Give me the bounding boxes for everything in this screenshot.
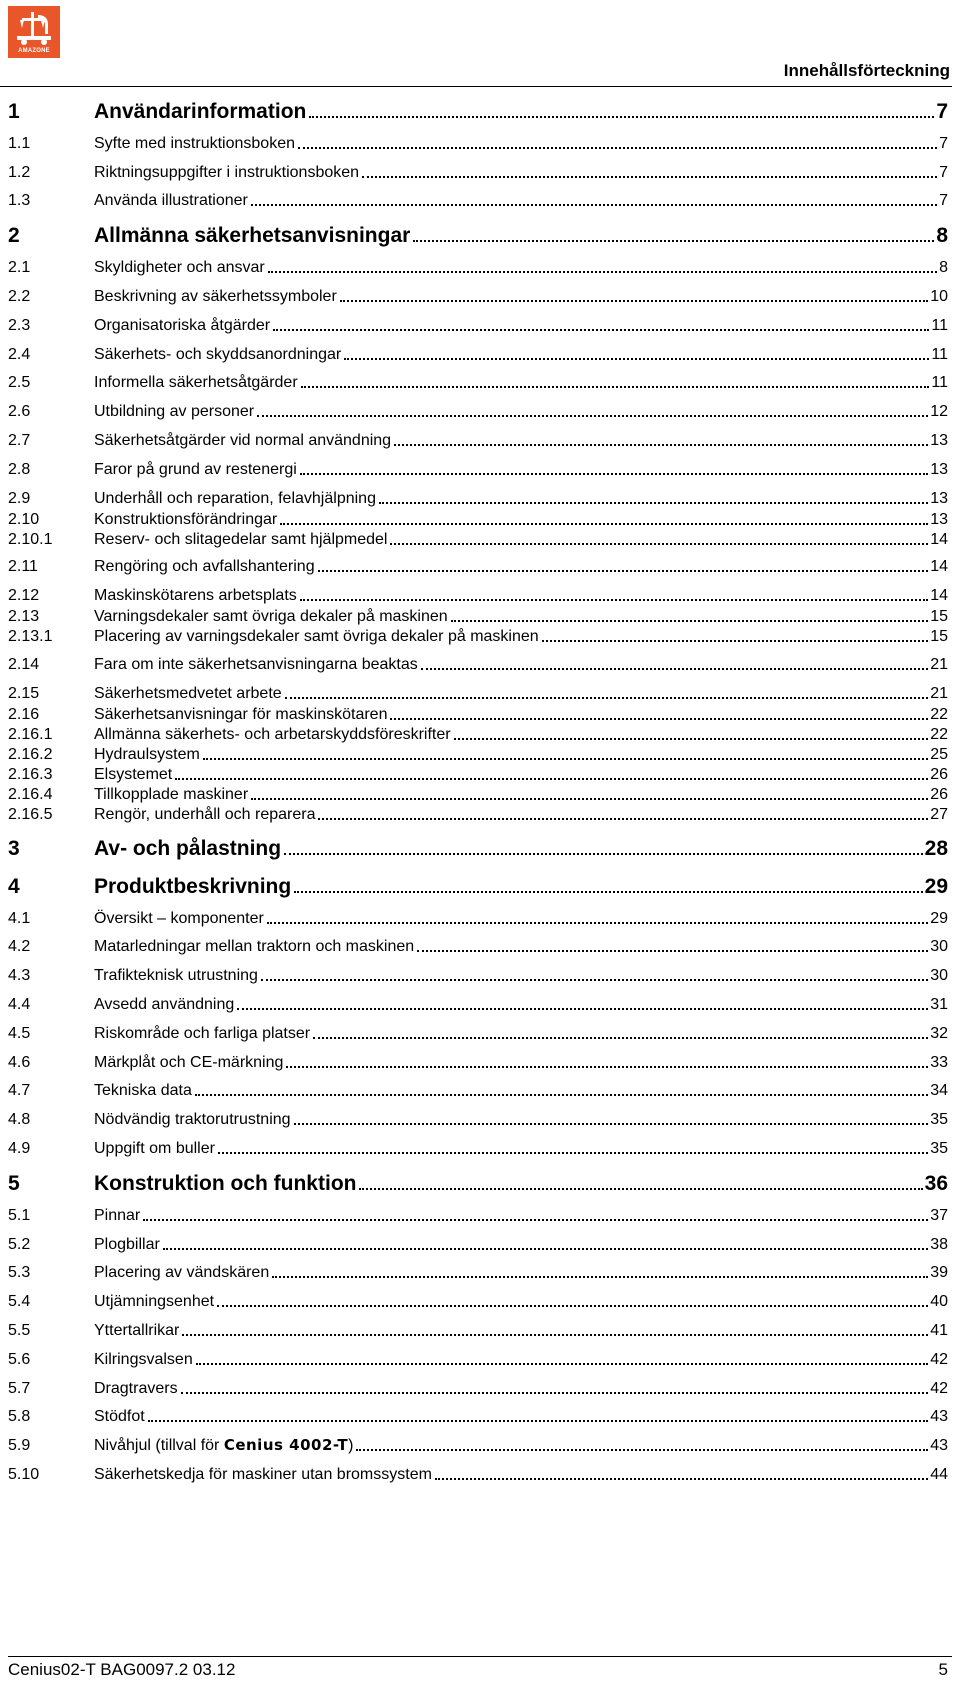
dot-leader xyxy=(298,147,937,149)
toc-entry-number: 5.2 xyxy=(8,1235,31,1253)
toc-entry-number: 4.6 xyxy=(8,1053,31,1071)
toc-entry-page: 8 xyxy=(936,224,948,248)
dot-leader xyxy=(285,697,929,699)
dot-leader xyxy=(318,570,929,572)
toc-entry-number: 2.14 xyxy=(8,655,40,673)
toc-entry[interactable] xyxy=(8,863,948,901)
dot-leader xyxy=(163,1248,928,1250)
dot-leader xyxy=(417,950,928,952)
table-of-contents xyxy=(8,88,948,1486)
toc-entry-number: 5 xyxy=(8,1171,20,1195)
toc-entry-number: 2.13 xyxy=(8,608,40,626)
toc-entry-title: Underhåll och reparation, felavhjälpning xyxy=(94,489,376,507)
toc-entry-title: Säkerhets- och skyddsanordningar xyxy=(94,345,342,363)
dot-leader xyxy=(542,640,929,642)
toc-entry-title: Dragtravers xyxy=(94,1379,178,1397)
toc-entry[interactable] xyxy=(8,825,948,863)
toc-entry-title: Konstruktion och funktion xyxy=(94,1171,357,1195)
toc-entry-number: 5.1 xyxy=(8,1206,31,1224)
toc-entry[interactable] xyxy=(8,530,948,550)
toc-entry[interactable] xyxy=(8,184,948,213)
toc-entry[interactable] xyxy=(8,250,948,279)
dot-leader xyxy=(203,758,928,760)
toc-entry-title-suffix: ) xyxy=(348,1437,354,1455)
toc-entry-page: 31 xyxy=(930,995,948,1013)
toc-entry[interactable] xyxy=(8,394,948,423)
toc-entry[interactable] xyxy=(8,88,948,126)
toc-entry[interactable] xyxy=(8,805,948,825)
toc-entry-number: 2.1 xyxy=(8,259,31,277)
dot-leader xyxy=(251,798,928,800)
toc-entry[interactable] xyxy=(8,1284,948,1313)
toc-entry-title: Matarledningar mellan traktorn och maskinen xyxy=(94,938,415,956)
toc-entry[interactable] xyxy=(8,308,948,337)
toc-entry-title: Varningsdekaler samt övriga dekaler på maskinen xyxy=(94,608,448,626)
toc-entry-number: 4.8 xyxy=(8,1111,31,1129)
toc-entry[interactable] xyxy=(8,212,948,250)
toc-entry-title: Plogbillar xyxy=(94,1235,160,1253)
dot-leader xyxy=(301,386,930,388)
toc-entry-title: Riskområde och farliga platser xyxy=(94,1024,311,1042)
dot-leader xyxy=(261,979,928,981)
toc-entry[interactable] xyxy=(8,647,948,676)
toc-entry-number: 4.5 xyxy=(8,1024,31,1042)
toc-entry-page: 35 xyxy=(930,1139,948,1157)
dot-leader xyxy=(267,922,928,924)
toc-entry-number: 2.5 xyxy=(8,374,31,392)
toc-entry-page: 35 xyxy=(930,1111,948,1129)
dot-leader xyxy=(237,1008,928,1010)
toc-entry-page: 30 xyxy=(930,938,948,956)
toc-entry-number: 2.3 xyxy=(8,316,31,334)
toc-entry-title: Reserv- och slitagedelar samt hjälpmedel xyxy=(94,530,388,548)
toc-entry[interactable] xyxy=(8,627,948,647)
dot-leader xyxy=(175,778,928,780)
toc-entry[interactable] xyxy=(8,607,948,627)
toc-entry[interactable] xyxy=(8,676,948,705)
dot-leader xyxy=(344,358,929,360)
toc-entry-page: 25 xyxy=(930,745,948,763)
toc-entry-title: Säkerhetskedja för maskiner utan bromssystem xyxy=(94,1465,432,1483)
toc-entry-number: 2.4 xyxy=(8,345,31,363)
toc-entry-number: 4.3 xyxy=(8,967,31,985)
toc-entry-page: 29 xyxy=(930,909,948,927)
toc-entry-number: 2.11 xyxy=(8,558,38,576)
toc-entry-title: Märkplåt och CE-märkning xyxy=(94,1053,284,1071)
toc-entry-page: 26 xyxy=(930,765,948,783)
toc-entry[interactable] xyxy=(8,1256,948,1285)
dot-leader xyxy=(454,738,929,740)
toc-entry-page: 13 xyxy=(930,510,948,528)
dot-leader xyxy=(257,415,928,417)
toc-entry-page: 43 xyxy=(930,1408,948,1426)
toc-entry-page: 14 xyxy=(930,530,948,548)
toc-entry-number: 4.1 xyxy=(8,909,31,927)
toc-entry-number: 2.16.5 xyxy=(8,805,53,823)
toc-entry-title: Uppgift om buller xyxy=(94,1139,215,1157)
toc-entry-number: 2.10.1 xyxy=(8,530,53,548)
dot-leader xyxy=(251,204,937,206)
toc-entry-title: Syfte med instruktionsboken xyxy=(94,134,295,152)
toc-entry[interactable] xyxy=(8,366,948,395)
toc-entry-page: 37 xyxy=(930,1206,948,1224)
dot-leader xyxy=(284,853,923,855)
toc-entry-title: Allmänna säkerhets- och arbetarskyddsföreskrifter xyxy=(94,725,451,743)
dot-leader xyxy=(273,329,929,331)
toc-entry-page: 14 xyxy=(930,558,948,576)
toc-entry-number: 2.8 xyxy=(8,460,31,478)
toc-entry-page: 30 xyxy=(930,967,948,985)
toc-entry-page: 7 xyxy=(939,134,948,152)
toc-entry-page: 41 xyxy=(930,1321,948,1339)
toc-entry-title: Elsystemet xyxy=(94,765,173,783)
toc-entry[interactable] xyxy=(8,452,948,481)
dot-leader xyxy=(313,1037,928,1039)
toc-entry-page: 7 xyxy=(936,100,948,123)
toc-entry-page: 42 xyxy=(930,1379,948,1397)
dot-leader xyxy=(340,300,928,302)
toc-entry-number: 5.6 xyxy=(8,1350,31,1368)
toc-entry[interactable] xyxy=(8,1400,948,1429)
toc-entry[interactable] xyxy=(8,481,948,510)
toc-entry-page: 34 xyxy=(930,1082,948,1100)
toc-entry-number: 1.2 xyxy=(8,163,31,181)
toc-entry[interactable] xyxy=(8,1428,948,1457)
dot-leader xyxy=(294,891,922,893)
toc-entry-number: 2.10 xyxy=(8,510,40,528)
dot-leader xyxy=(195,1094,928,1096)
toc-entry-page: 11 xyxy=(931,345,948,363)
toc-entry-title: Rengör, underhåll och reparera xyxy=(94,805,316,823)
toc-entry-page: 10 xyxy=(930,287,948,305)
dot-leader xyxy=(286,1066,928,1068)
toc-entry-number: 4.7 xyxy=(8,1082,31,1100)
toc-entry-page: 13 xyxy=(930,431,948,449)
header-divider xyxy=(0,86,952,87)
toc-entry-title: Fara om inte säkerhetsanvisningarna beaktas xyxy=(94,655,418,673)
dot-leader xyxy=(451,620,929,622)
toc-entry[interactable] xyxy=(8,578,948,607)
toc-entry-page: 14 xyxy=(930,587,948,605)
toc-entry-number: 2.16.2 xyxy=(8,745,53,763)
toc-entry[interactable] xyxy=(8,745,948,765)
toc-entry-title: Avsedd användning xyxy=(94,995,235,1013)
dot-leader xyxy=(196,1363,928,1365)
toc-entry-title: Kilringsvalsen xyxy=(94,1350,193,1368)
toc-entry-page: 26 xyxy=(930,785,948,803)
toc-entry-number: 2 xyxy=(8,224,20,248)
toc-entry[interactable] xyxy=(8,930,948,959)
amazone-logo xyxy=(8,6,60,58)
toc-entry[interactable] xyxy=(8,785,948,805)
toc-entry-page: 11 xyxy=(931,316,948,334)
dot-leader xyxy=(272,1276,928,1278)
dot-leader xyxy=(300,599,928,601)
toc-entry-number: 3 xyxy=(8,836,20,860)
toc-entry-page: 28 xyxy=(924,836,948,860)
toc-entry-page: 21 xyxy=(930,684,948,702)
toc-entry-title: Skyldigheter och ansvar xyxy=(94,259,265,277)
toc-entry-page: 40 xyxy=(930,1293,948,1311)
dot-leader xyxy=(379,502,928,504)
toc-entry-page: 27 xyxy=(930,805,948,823)
toc-entry-page: 8 xyxy=(939,259,948,277)
toc-entry-title: Faror på grund av restenergi xyxy=(94,460,297,478)
toc-entry-number: 5.7 xyxy=(8,1379,31,1397)
toc-entry-title: Användarinformation xyxy=(94,100,307,123)
dot-leader xyxy=(217,1305,928,1307)
toc-entry-page: 39 xyxy=(930,1264,948,1282)
toc-entry-page: 32 xyxy=(930,1024,948,1042)
dot-leader xyxy=(356,1449,928,1451)
toc-entry-page: 13 xyxy=(930,460,948,478)
toc-entry-page: 36 xyxy=(924,1171,948,1195)
toc-entry-title: Informella säkerhetsåtgärder xyxy=(94,374,298,392)
toc-entry-page: 38 xyxy=(930,1235,948,1253)
toc-entry-number: 2.12 xyxy=(8,587,40,605)
toc-entry-page: 15 xyxy=(930,628,948,646)
toc-entry-title: Yttertallrikar xyxy=(94,1321,180,1339)
toc-entry-page: 43 xyxy=(930,1437,948,1455)
toc-entry-number: 2.7 xyxy=(8,431,31,449)
toc-entry-title: Säkerhetsmedvetet arbete xyxy=(94,684,282,702)
toc-entry-number: 2.16 xyxy=(8,705,40,723)
dot-leader xyxy=(218,1152,928,1154)
toc-entry-number: 2.6 xyxy=(8,403,31,421)
toc-entry-number: 5.8 xyxy=(8,1408,31,1426)
dot-leader xyxy=(181,1392,929,1394)
toc-entry-page: 7 xyxy=(939,192,948,210)
toc-entry[interactable] xyxy=(8,1074,948,1103)
toc-entry-page: 21 xyxy=(930,655,948,673)
toc-entry-title: Hydraulsystem xyxy=(94,745,200,763)
dot-leader xyxy=(143,1219,928,1221)
toc-entry-number: 1 xyxy=(8,100,20,123)
toc-entry-title-text: Nivåhjul (tillval för xyxy=(94,1437,224,1455)
dot-leader xyxy=(390,718,928,720)
toc-entry-page: 15 xyxy=(930,608,948,626)
toc-entry-page: 13 xyxy=(930,489,948,507)
toc-entry-number: 2.16.1 xyxy=(8,725,53,743)
dot-leader xyxy=(309,116,934,118)
toc-entry[interactable] xyxy=(8,1131,948,1160)
toc-entry[interactable] xyxy=(8,1016,948,1045)
toc-entry-title: Rengöring och avfallshantering xyxy=(94,558,315,576)
dot-leader xyxy=(413,240,934,242)
toc-entry-title: Trafikteknisk utrustning xyxy=(94,967,258,985)
toc-entry[interactable] xyxy=(8,901,948,930)
dot-leader xyxy=(318,818,928,820)
dot-leader xyxy=(182,1334,928,1336)
toc-entry[interactable] xyxy=(8,550,948,579)
dot-leader xyxy=(268,271,937,273)
toc-entry[interactable] xyxy=(8,1102,948,1131)
toc-entry-title: Produktbeskrivning xyxy=(94,874,292,898)
dot-leader xyxy=(362,176,937,178)
dot-leader xyxy=(148,1420,929,1422)
toc-entry-title: Placering av vändskären xyxy=(94,1264,270,1282)
toc-entry-title: Tekniska data xyxy=(94,1082,192,1100)
toc-entry-number: 4.2 xyxy=(8,938,31,956)
toc-entry-title: Allmänna säkerhetsanvisningar xyxy=(94,224,411,248)
toc-entry[interactable] xyxy=(8,155,948,184)
toc-entry-number: 2.16.3 xyxy=(8,765,53,783)
toc-entry-number: 5.4 xyxy=(8,1293,31,1311)
toc-entry-page: 7 xyxy=(939,163,948,181)
toc-entry-number: 5.9 xyxy=(8,1437,31,1455)
toc-entry-number: 2.15 xyxy=(8,684,40,702)
toc-entry-page: 12 xyxy=(930,403,948,421)
toc-entry-number: 4 xyxy=(8,874,20,898)
toc-entry-title: Pinnar xyxy=(94,1206,141,1224)
toc-entry-page: 11 xyxy=(931,374,948,392)
toc-entry[interactable] xyxy=(8,725,948,745)
toc-entry-number: 4.9 xyxy=(8,1139,31,1157)
toc-entry-page: 42 xyxy=(930,1350,948,1368)
toc-entry-number: 5.5 xyxy=(8,1321,31,1339)
toc-entry-title: Säkerhetsanvisningar för maskinskötaren xyxy=(94,705,388,723)
toc-entry[interactable] xyxy=(8,987,948,1016)
cenius-brand-name: Cenius 4002-T xyxy=(223,1436,349,1455)
toc-entry-title: Stödfot xyxy=(94,1408,145,1426)
toc-entry-page: 22 xyxy=(930,725,948,743)
toc-entry-title: Översikt – komponenter xyxy=(94,909,264,927)
dot-leader xyxy=(394,444,928,446)
toc-entry[interactable] xyxy=(8,126,948,155)
logo-brand-text: AMAZONE xyxy=(18,48,50,54)
dot-leader xyxy=(390,543,928,545)
page-title: Innehållsförteckning xyxy=(783,61,950,80)
footer-page-number: 5 xyxy=(938,1660,948,1679)
toc-entry[interactable] xyxy=(8,705,948,725)
toc-entry-title xyxy=(94,1438,353,1454)
toc-entry-title: Använda illustrationer xyxy=(94,192,248,210)
toc-entry[interactable] xyxy=(8,1371,948,1400)
toc-entry-title: Säkerhetsåtgärder vid normal användning xyxy=(94,431,392,449)
toc-entry-title: Utjämningsenhet xyxy=(94,1293,215,1311)
toc-entry[interactable] xyxy=(8,279,948,308)
toc-entry[interactable] xyxy=(8,1227,948,1256)
toc-entry[interactable] xyxy=(8,958,948,987)
toc-entry-page: 29 xyxy=(924,874,948,898)
toc-entry[interactable] xyxy=(8,765,948,785)
dot-leader xyxy=(294,1123,929,1125)
toc-entry[interactable] xyxy=(8,337,948,366)
toc-entry-page: 33 xyxy=(930,1053,948,1071)
toc-entry-title: Av- och pålastning xyxy=(94,836,282,860)
dot-leader xyxy=(300,473,928,475)
footer-document-id: Cenius02-T BAG0097.2 03.12 xyxy=(8,1660,236,1679)
toc-entry-title: Organisatoriska åtgärder xyxy=(94,316,271,334)
toc-entry-title: Utbildning av personer xyxy=(94,403,255,421)
toc-entry-number: 1.1 xyxy=(8,134,31,152)
toc-entry[interactable] xyxy=(8,1160,948,1198)
toc-entry[interactable] xyxy=(8,1198,948,1227)
toc-entry-number: 2.13.1 xyxy=(8,628,53,646)
toc-entry-number: 2.16.4 xyxy=(8,785,53,803)
toc-entry-title: Maskinskötarens arbetsplats xyxy=(94,587,297,605)
toc-entry-title: Nödvändig traktorutrustning xyxy=(94,1111,291,1129)
toc-entry-number: 5.3 xyxy=(8,1264,31,1282)
toc-entry-title: Konstruktionsförändringar xyxy=(94,510,278,528)
dot-leader xyxy=(435,1478,928,1480)
footer-divider xyxy=(8,1656,952,1657)
toc-entry[interactable] xyxy=(8,1457,948,1486)
toc-entry[interactable] xyxy=(8,423,948,452)
toc-entry-number: 5.10 xyxy=(8,1465,40,1483)
toc-entry-title: Placering av varningsdekaler samt övriga dekaler på maskinen xyxy=(94,628,539,646)
toc-entry-number: 2.9 xyxy=(8,489,31,507)
toc-entry-page: 44 xyxy=(930,1465,948,1483)
toc-entry-title: Riktningsuppgifter i instruktionsboken xyxy=(94,163,360,181)
toc-entry[interactable] xyxy=(8,1045,948,1074)
toc-entry[interactable] xyxy=(8,1313,948,1342)
toc-entry-title: Tillkopplade maskiner xyxy=(94,785,249,803)
dot-leader xyxy=(280,523,928,525)
toc-entry-number: 1.3 xyxy=(8,192,31,210)
dot-leader xyxy=(421,668,928,670)
toc-entry[interactable] xyxy=(8,510,948,530)
toc-entry-number: 2.2 xyxy=(8,287,31,305)
toc-entry-page: 22 xyxy=(930,705,948,723)
dot-leader xyxy=(359,1188,922,1190)
toc-entry-title: Beskrivning av säkerhetssymboler xyxy=(94,287,337,305)
toc-entry[interactable] xyxy=(8,1342,948,1371)
toc-entry-number: 4.4 xyxy=(8,995,31,1013)
